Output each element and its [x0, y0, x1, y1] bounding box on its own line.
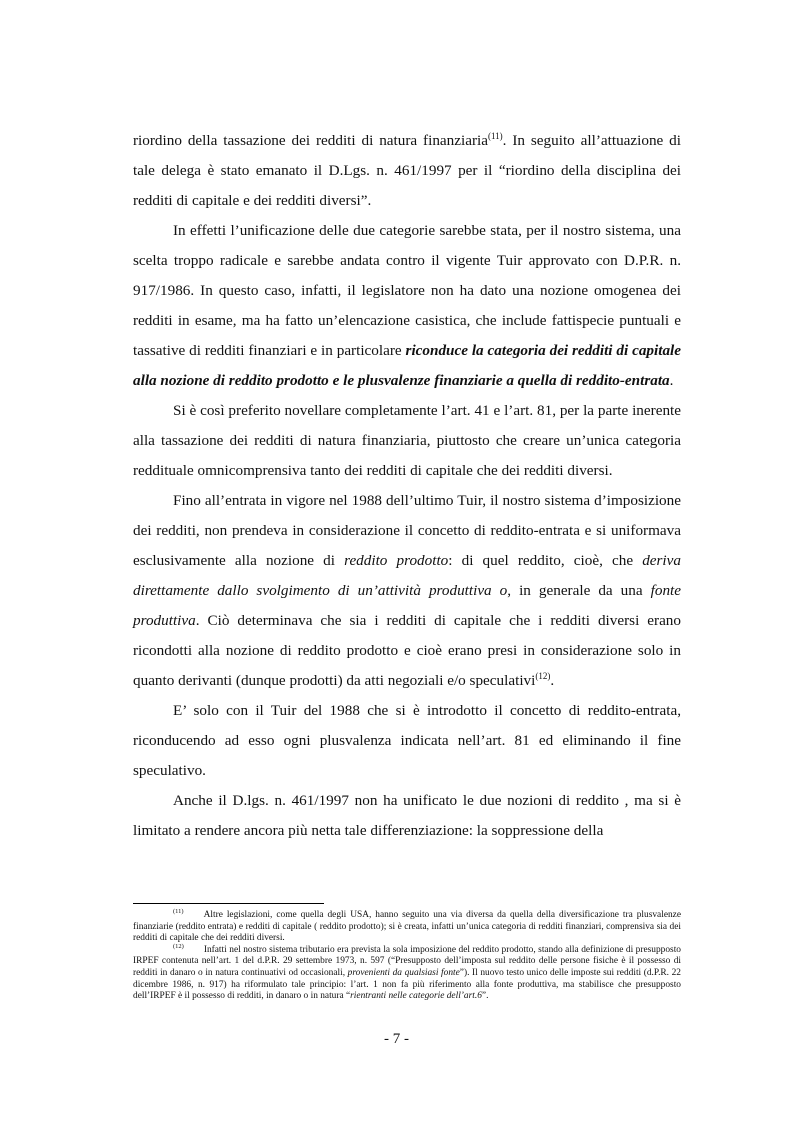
- paragraph-4: Fino all’entrata in vigore nel 1988 dell’ultimo Tuir, il nostro sistema d’imposizione dei redditi, non prendeva in considerazione il concetto di reddito-entrata e si uniformava esclusivamente alla nozione di reddito prodotto: di quel reddito, cioè, che deriva direttamente dallo svolgimento di un’attività produttiva o, in generale da una fonte produttiva. Ciò determinava che sia i redditi di capitale che i redditi diversi erano ricondotti alla nozione di reddito prodotto e cioè erano presi in considerazione solo in quanto derivanti (dunque prodotti) da atti negoziali e/o speculativi$^{(12)}$.: [133, 492, 681, 689]
- footnote-11: $^{(11)}$ Altre legislazioni, come quella degli USA, hanno seguito una via diversa da quella della diversificazione tra plusvalenze finanziarie (reddito entrata) e redditi di capitale ( reddito prodotto); si è creata, infatti un’unica categoria di redditi finanziari, comprensiva sia dei redditi di capitale che dei redditi diversi.: [133, 907, 681, 944]
- paragraph-1: riordino della tassazione dei redditi di natura finanziaria$^{(11)}$. In seguito all’attuazione di tale delega è stato emanato il D.Lgs. n. 461/1997 per il “riordino della disciplina dei redditi di capitale e dei redditi diversi”.: [133, 130, 681, 209]
- footnote-ref-11[interactable]: (11): [487, 130, 503, 141]
- paragraph-6: Anche il D.lgs. n. 461/1997 non ha unificato le due nozioni di reddito , ma si è limitato a rendere ancora più netta tale differenziazione: la soppressione della: [133, 792, 681, 839]
- emphasis-bold: riconduce la categoria dei redditi di capitale alla nozione di reddito prodotto e le plusvalenze finanziarie a quella di reddito-entrata: [133, 342, 681, 389]
- paragraph-3: Si è così preferito novellare completamente l’art. 41 e l’art. 81, per la parte inerente alla tassazione dei redditi di natura finanziaria, piuttosto che creare un’unica categoria reddituale omnicomprensiva tanto dei redditi di capitale che dei redditi diversi.: [133, 402, 681, 479]
- footnotes: [133, 907, 681, 1003]
- page-number: - 7 -: [384, 1031, 409, 1047]
- paragraph-2: In effetti l’unificazione delle due categorie sarebbe stata, per il nostro sistema, una scelta troppo radicale e sarebbe andata contro il vigente Tuir approvato con D.P.R. n. 917/1986. In questo caso, infatti, il legislatore non ha dato una nozione omogenea dei redditi in esame, ma ha fatto un’elencazione casistica, che include fattispecie puntuali e tassative di redditi finanziari e in particolare riconduce la categoria dei redditi di capitale alla nozione di reddito prodotto e le plusvalenze finanziarie a quella di reddito-entrata.: [133, 222, 681, 389]
- paragraph-5: E’ solo con il Tuir del 1988 che si è introdotto il concetto di reddito-entrata, riconducendo ad esso ogni plusvalenza indicata nell’art. 81 ed eliminando il fine speculativo.: [133, 702, 681, 779]
- body-text: [133, 126, 681, 846]
- footnote-divider: [133, 903, 324, 904]
- footnote-12: $^{(12)}$ Infatti nel nostro sistema tributario era prevista la sola imposizione del reddito prodotto, stando alla definizione di presupposto IRPEF contenuta nell’art. 1 del d.P.R. 29 settembre 1973, n. 597 (“Presupposto dell’imposta sul reddito delle persone fisiche è il possesso di redditi in danaro o in natura continuativi od occasionali, provenienti da qualsiasi fonte”). Il nuovo testo unico delle imposte sui redditi (d.P.R. 22 dicembre 1986, n. 917) ha riformulato tale principio: l’art. 1 non fa più riferimento alla fonte produttiva, ma stabilisce che presupposto dell’IRPEF è il possesso di redditi, in danaro o in natura “rientranti nelle categorie dell’art.6”.: [133, 942, 681, 1002]
- footnote-ref-12[interactable]: (12): [535, 670, 551, 681]
